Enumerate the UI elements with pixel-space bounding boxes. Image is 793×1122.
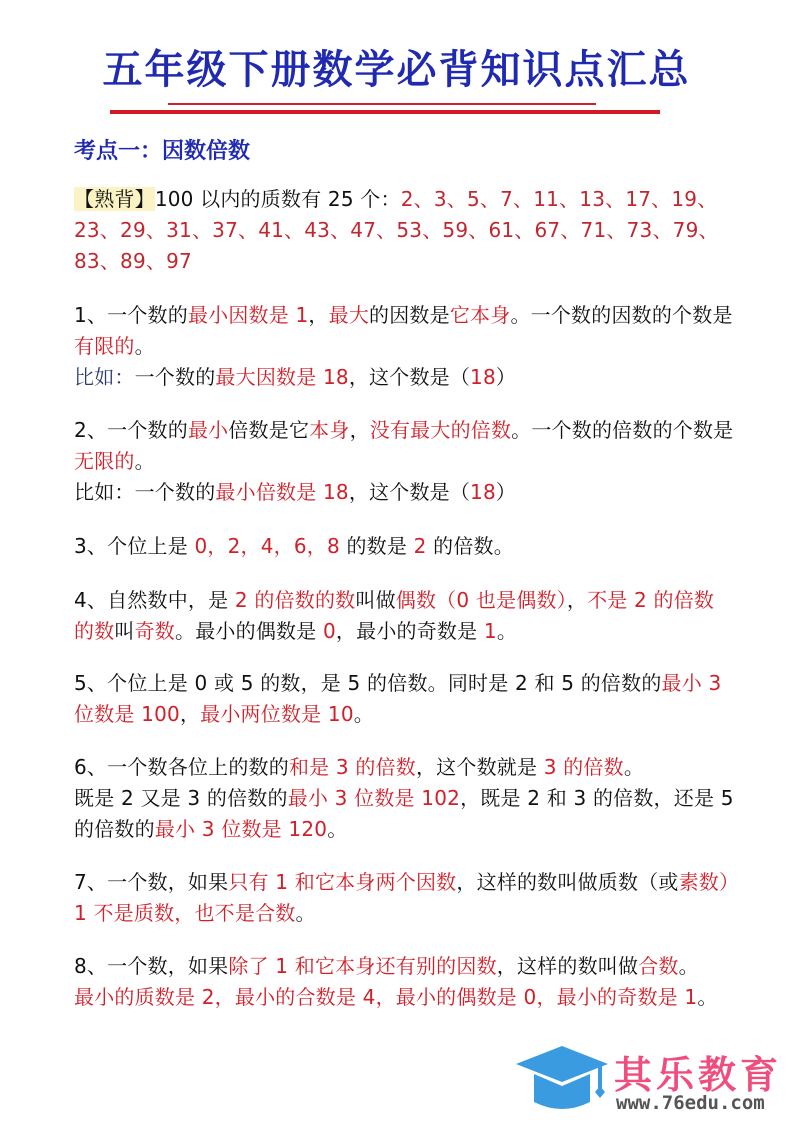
emphasis: 1 [483,619,497,643]
emphasis: 素数）1 不是质数，也不是合数 [74,870,730,925]
primes-block [74,184,734,277]
graduation-cap-icon [512,1042,612,1117]
text: 的数是 [339,534,414,558]
text: ，最小的奇数是 [335,619,484,643]
text: ，这样的数叫做质数（或 [456,870,679,894]
primes-list-line1: 2、3、5、7、11、13、17、19、 [400,187,718,211]
text: ） [495,365,517,389]
text: 8、一个数，如果 [74,954,229,978]
primes-list-line3: 83、89、97 [74,249,192,273]
text: 。最小的偶数是 [175,619,323,643]
emphasis: 最大 [328,303,370,327]
text: 。 [295,901,316,925]
text: ， [308,303,329,327]
text: ，这样的数叫做 [496,954,639,978]
point-6 [74,752,734,845]
title-divider-thin [168,103,596,105]
primes-list-line2: 23、29、31、37、41、43、47、53、59、61、67、71、73、79、 [74,218,719,242]
text: ） [495,480,517,504]
text: 1、一个数的 [74,303,188,327]
example-label: 比如： [74,365,135,389]
text: 。 [496,619,518,643]
text: 6、一个数各位上的数的 [74,755,289,779]
text: 4、自然数中，是 [74,588,235,612]
emphasis: 最小因数是 1 [187,303,309,327]
point-4 [74,585,734,647]
section-title: 考点一：因数倍数 [74,139,251,164]
point-5 [74,668,734,730]
emphasis: 最小倍数是 18 [215,480,349,504]
text: 。 [353,702,374,726]
point-1 [74,300,734,393]
emphasis: 除了 1 和它本身还有别的因数 [228,954,497,978]
text: 。 [678,954,699,978]
text: ，这个数是（ [348,480,471,504]
text: ， [349,418,370,442]
answer: 18 [470,480,496,504]
text: 的倍数。 [426,534,514,558]
emphasis: 最大因数是 18 [215,365,349,389]
emphasis: 它本身 [449,303,511,327]
text: ，这个数就是 [415,755,544,779]
text: ， [179,702,201,726]
emphasis: 只有 1 和它本身两个因数 [228,870,457,894]
point-3 [74,531,734,562]
answer: 18 [470,365,496,389]
brand-url: www.76edu.com [616,1092,765,1114]
text: 7、一个数，如果 [74,870,229,894]
text: 2、一个数的 [74,418,188,442]
brand-name: 其乐教育 [614,1053,783,1097]
emphasis: 2 [413,534,427,558]
memorize-tag: 【熟背】 [74,187,155,211]
text: 叫做 [355,588,396,612]
text: 。 [134,449,155,473]
emphasis: 奇数 [134,619,176,643]
emphasis: 0，2，4，6，8 [194,534,340,558]
point-8 [74,951,734,1013]
emphasis: 无限的 [74,449,135,473]
emphasis: 合数 [638,954,679,978]
emphasis: 最小的质数是 2，最小的合数是 4，最小的偶数是 0，最小的奇数是 1 [74,985,698,1009]
page-title: 五年级下册数学必背知识点汇总 [102,47,691,93]
emphasis: 有限的 [74,334,135,358]
primes-intro: 100 以内的质数有 25 个： [154,187,401,211]
point-2 [74,415,734,508]
text: 倍数是它 [228,418,310,442]
text: 。 [697,985,718,1009]
text: ，这个数是（ [348,365,471,389]
emphasis: 和是 3 的倍数 [288,755,416,779]
text: 。 [623,755,645,779]
emphasis: 2 的倍数的数 [234,588,356,612]
emphasis: 本身 [309,418,350,442]
example-label: 比如： [74,480,135,504]
text: 叫 [114,619,135,643]
point-7 [74,867,734,929]
text: ， [566,588,588,612]
emphasis: 最小两位数是 10 [200,702,354,726]
emphasis: 3 的倍数 [543,755,624,779]
emphasis: 偶数（0 也是偶数） [395,588,567,612]
text: 。一个数的因数的个数是 [510,303,733,327]
text: 3、个位上是 [74,534,195,558]
title-divider-thick [110,110,660,114]
emphasis: 最小 [187,418,229,442]
emphasis: 最小 3 位数是 100 [74,671,722,726]
text: 5、个位上是 0 或 5 的数，是 5 的倍数。同时是 2 和 5 的倍数的 [74,671,662,695]
text: 的因数是 [369,303,450,327]
text: 。 [327,817,348,841]
text: ，既是 2 和 3 的倍数，还是 5 的倍数的 [74,786,734,841]
text: 既是 2 又是 3 的倍数的 [74,786,288,810]
emphasis: 不是 2 的倍数的数 [74,588,715,643]
text: 一个数的 [134,365,216,389]
text: 。 [134,334,155,358]
emphasis: 没有最大的倍数 [369,418,512,442]
emphasis: 0 [322,619,336,643]
text: 一个数的 [134,480,216,504]
emphasis: 最小 3 位数是 120 [154,817,328,841]
emphasis: 最小 3 位数是 102 [287,786,461,810]
text: 。一个数的倍数的个数是 [511,418,734,442]
brand-logo [512,1042,787,1117]
